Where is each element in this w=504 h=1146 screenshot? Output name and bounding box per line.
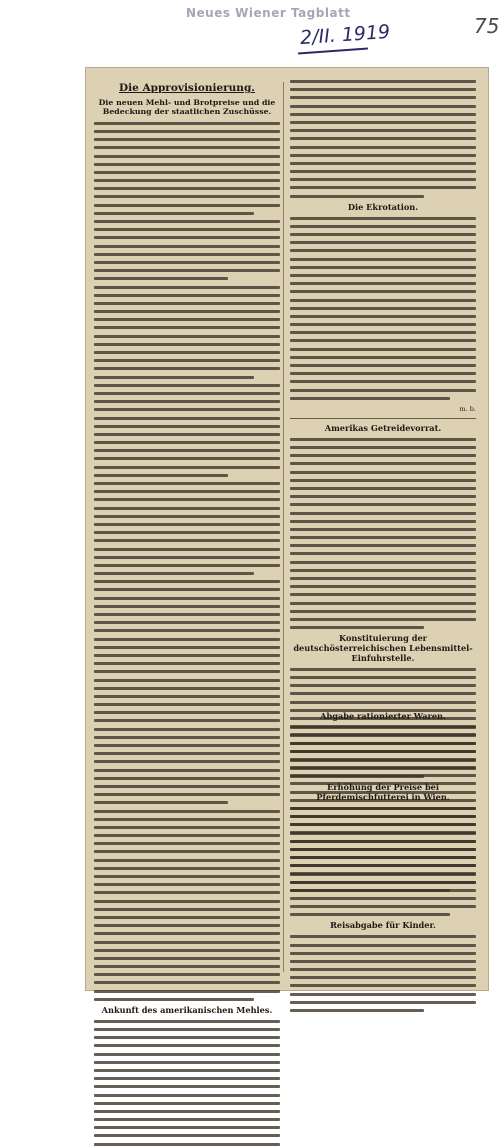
article-body-right-2 — [290, 217, 476, 400]
article-body-left-2 — [94, 1020, 280, 1146]
article-body-right-5 — [290, 726, 476, 778]
section-4-title: Konstituierung der deutschösterreichischen Lebensmittel-Einfuhrstelle. — [293, 633, 473, 663]
main-headline: Die Approvisionierung. — [119, 82, 255, 94]
section-rule — [290, 418, 476, 419]
article-body-right-6 — [290, 807, 476, 916]
section-3-title: Amerikas Getreidevorrat. — [324, 422, 442, 433]
section-2-title: Die Ekrotation. — [347, 201, 419, 212]
newspaper-header-stamp: Neues Wiener Tagblatt — [186, 6, 351, 20]
handwritten-page-number: 75 — [474, 14, 500, 38]
handwritten-date: 2/II. 1919 — [299, 20, 391, 50]
column-divider — [283, 82, 284, 972]
author-mark: m. b. — [459, 404, 476, 413]
right-column-lower — [290, 708, 476, 978]
article-body-left-1 — [94, 122, 280, 1001]
article-body-right-7 — [290, 935, 476, 1012]
section-6-title: Erhöhung der Preise bei Pferdemischfutterei in Wien. — [316, 782, 450, 802]
article-body-right-3 — [290, 438, 476, 629]
article-body-right-1 — [290, 80, 476, 198]
right-column — [290, 80, 476, 700]
left-column — [94, 80, 280, 1015]
main-subhead: Die neuen Mehl- und Brotpreise und die Bedeckung der staatlichen Zuschüsse. — [98, 98, 276, 117]
section-1-title: Ankunft des amerikanischen Mehles. — [101, 1005, 273, 1015]
section-5-title: Abgabe rationierter Waren. — [320, 711, 446, 721]
section-7-title: Reisabgabe für Kinder. — [330, 920, 436, 931]
newspaper-clipping — [86, 68, 488, 1015]
